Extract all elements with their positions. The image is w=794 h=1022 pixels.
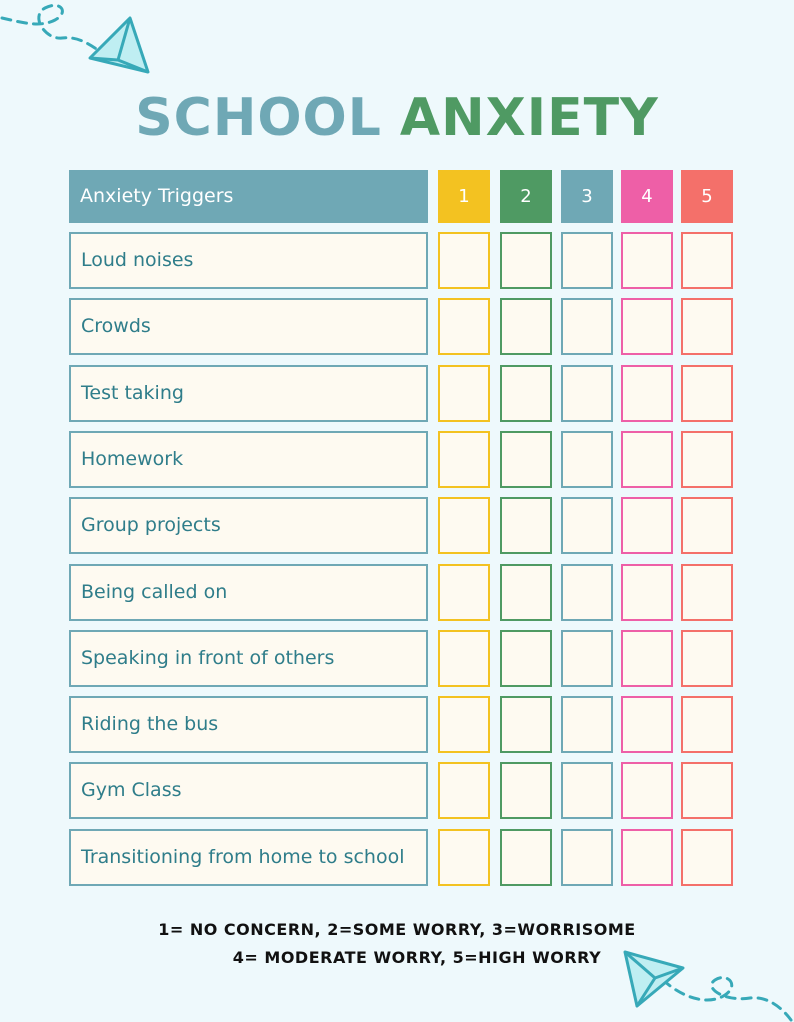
rating-box-4[interactable] [621,365,673,422]
legend-line-1: 1= NO CONCERN, 2=SOME WORRY, 3=WORRISOME [158,920,636,939]
title-word-school: SCHOOL [135,88,382,148]
rating-box-3[interactable] [561,232,613,289]
rating-box-1[interactable] [438,564,490,621]
column-header-triggers: Anxiety Triggers [69,170,428,223]
page-title [0,88,794,148]
column-header-3: 3 [561,170,613,223]
rating-box-5[interactable] [681,696,733,753]
rating-box-3[interactable] [561,365,613,422]
row-label: Loud noises [69,232,428,289]
rating-box-2[interactable] [500,564,552,621]
row-label: Test taking [69,365,428,422]
row-label: Gym Class [69,762,428,819]
rating-box-4[interactable] [621,497,673,554]
legend-line-2: 4= MODERATE WORRY, 5=HIGH WORRY [232,948,602,967]
row-label: Riding the bus [69,696,428,753]
rating-box-2[interactable] [500,497,552,554]
rating-box-4[interactable] [621,630,673,687]
rating-box-2[interactable] [500,298,552,355]
rating-box-3[interactable] [561,431,613,488]
rating-box-2[interactable] [500,232,552,289]
rating-box-2[interactable] [500,365,552,422]
rating-box-5[interactable] [681,232,733,289]
rating-box-4[interactable] [621,696,673,753]
rating-box-3[interactable] [561,298,613,355]
rating-box-1[interactable] [438,365,490,422]
rating-box-3[interactable] [561,564,613,621]
title-word-anxiety: ANXIETY [399,88,659,148]
column-header-1: 1 [438,170,490,223]
rating-box-5[interactable] [681,630,733,687]
rating-box-3[interactable] [561,829,613,886]
column-header-4: 4 [621,170,673,223]
column-header-5: 5 [681,170,733,223]
rating-box-4[interactable] [621,762,673,819]
rating-box-2[interactable] [500,762,552,819]
rating-box-4[interactable] [621,298,673,355]
rating-box-5[interactable] [681,298,733,355]
rating-box-1[interactable] [438,829,490,886]
rating-box-2[interactable] [500,829,552,886]
row-label: Homework [69,431,428,488]
row-label: Being called on [69,564,428,621]
rating-box-5[interactable] [681,497,733,554]
rating-box-5[interactable] [681,829,733,886]
row-label: Group projects [69,497,428,554]
rating-box-3[interactable] [561,696,613,753]
rating-box-1[interactable] [438,630,490,687]
rating-box-1[interactable] [438,431,490,488]
rating-box-3[interactable] [561,630,613,687]
rating-box-1[interactable] [438,232,490,289]
rating-box-1[interactable] [438,762,490,819]
rating-box-1[interactable] [438,298,490,355]
rating-box-5[interactable] [681,762,733,819]
rating-box-5[interactable] [681,564,733,621]
row-label: Speaking in front of others [69,630,428,687]
rating-box-2[interactable] [500,630,552,687]
rating-box-1[interactable] [438,696,490,753]
rating-box-4[interactable] [621,431,673,488]
rating-box-3[interactable] [561,497,613,554]
row-label: Crowds [69,298,428,355]
rating-box-2[interactable] [500,431,552,488]
rating-box-4[interactable] [621,232,673,289]
column-header-2: 2 [500,170,552,223]
row-label: Transitioning from home to school [69,829,428,886]
rating-box-1[interactable] [438,497,490,554]
paper-plane-icon [0,0,160,90]
rating-box-3[interactable] [561,762,613,819]
rating-box-5[interactable] [681,365,733,422]
rating-box-2[interactable] [500,696,552,753]
rating-box-4[interactable] [621,829,673,886]
rating-box-5[interactable] [681,431,733,488]
rating-box-4[interactable] [621,564,673,621]
